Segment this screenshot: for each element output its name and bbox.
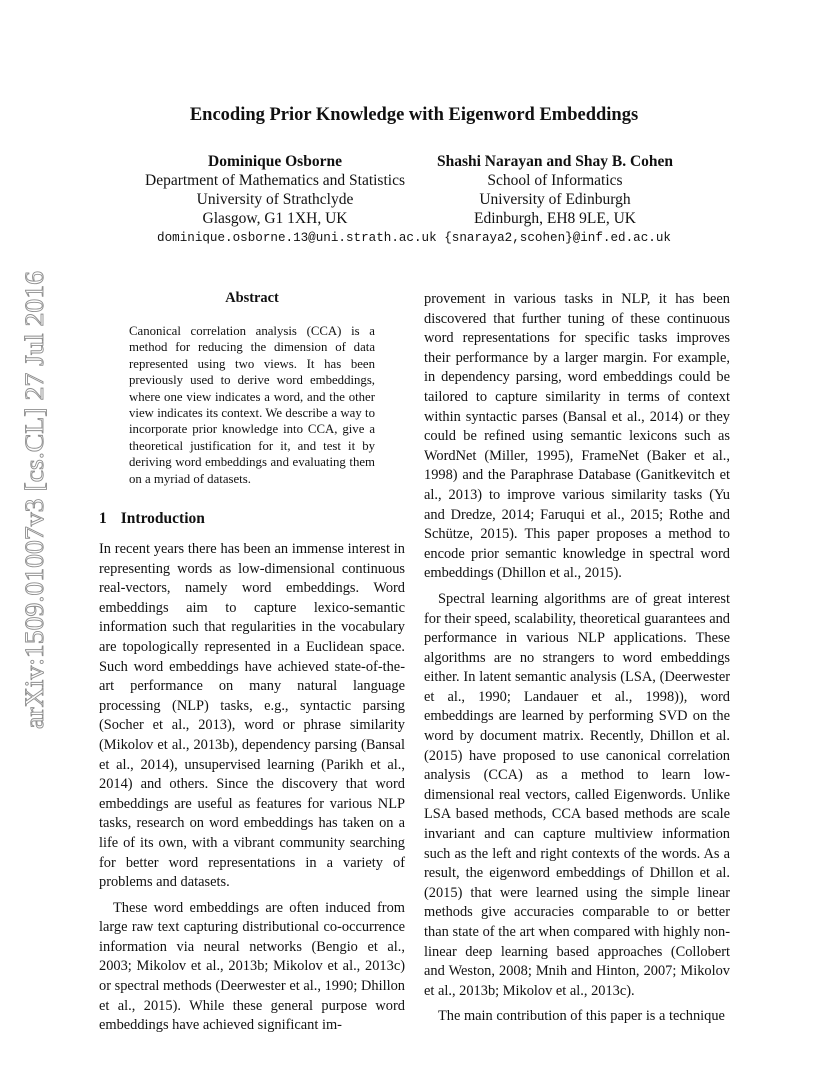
section-heading [99,510,205,528]
paragraph: In recent years there has been an immense interest in representing words as low-dimensional continuous real-vectors, namely word embeddings. Word embeddings aim to capture lexico-semantic information such that regularities in the vocabulary are topologically represented in a Euclidean space. Such word embeddings have achieved state-of-the-art performance on many natural language processing (NLP) tasks, e.g., syntactic parsing (Socher et al., 2013), word or phrase similarity (Mikolov et al., 2013b), dependency parsing (Bansal et al., 2014), unsupervised learning (Parikh et al., 2014) and others. Since the discovery that word embeddings are useful as features for various NLP tasks, research on word embeddings has taken on a life of its own, with a vibrant community searching for better word representations in a variety of problems and datasets. [99,541,405,891]
author-emails: dominique.osborne.13@uni.strath.ac.uk {snaraya2,scohen}@inf.ed.ac.uk [157,231,671,245]
paper-title: Encoding Prior Knowledge with Eigenword Embeddings [189,105,639,125]
arxiv-stamp [18,267,52,732]
affiliation-line: Edinburgh, EH8 9LE, UK [473,210,637,227]
author-name: Dominique Osborne [208,153,342,170]
paragraph: These word embeddings are often induced from large raw text capturing distributional co-occurrence information via neural networks (Bengio et al., 2003; Mikolov et al., 2013b; Mikolov et al., 2013c) or spectral methods (Deerwester et al., 1990; Dhillon et al., 2015). While these general purpose word embeddings have achieved significant im- [99,899,405,1034]
affiliation-line: University of Edinburgh [479,191,631,208]
arxiv-stamp-text: arXiv:1509.01007v3 [cs.CL] 27 Jul 2016 [19,291,49,729]
author-block-2 [420,152,690,228]
section-number: 1 [99,510,107,527]
paragraph: The main contribution of this paper is a technique [438,1008,725,1025]
abstract-text: Canonical correlation analysis (CCA) is a method for reducing the dimension of data represented using two views. It has been previously used to derive word embeddings, where one view indicates a word, and the other view indicates its context. We describe a way to incorporate prior knowledge into CCA, give a theoretical justification for it, and test it by deriving word embeddings and evaluating them on a myriad of datasets. [129,324,375,486]
affiliation-line: School of Informatics [487,172,623,189]
paragraph: provement in various tasks in NLP, it has been discovered that further tuning of these continuous word representations for specific tasks improves their performance by a larger margin. For example, in dependency parsing, word embeddings could be tailored to capture similarity in terms of context within syntactic parses (Bansal et al., 2014) or they could be refined using semantic lexicons such as WordNet (Miller, 1995), FrameNet (Baker et al., 1998) and the Paraphrase Database (Ganitkevitch et al., 2013) to improve various similarity tasks (Yu and Dredze, 2014; Faruqui et al., 2015; Rothe and Schütze, 2015). This paper proposes a method to encode prior semantic knowledge in spectral word embeddings (Dhillon et al., 2015). [424,291,730,582]
section-title: Introduction [120,510,205,527]
affiliation-line: Department of Mathematics and Statistics [145,172,405,189]
right-column [424,290,730,1027]
affiliation-line: Glasgow, G1 1XH, UK [202,210,348,227]
affiliation-line: University of Strathclyde [196,191,354,208]
abstract-heading: Abstract [225,290,279,306]
author-block-1 [120,152,430,228]
paragraph: Spectral learning algorithms are of great interest for their speed, scalability, theoretical guarantees and performance in various NLP applications. These algorithms are no strangers to word embeddings either. In latent semantic analysis (LSA, (Deerwester et al., 1990; Landauer et al., 1998)), word embeddings are learned by performing SVD on the word by document matrix. Recently, Dhillon et al. (2015) have proposed to use canonical correlation analysis (CCA) as a method to learn low-dimensional real vectors, called Eigenwords. Unlike LSA based methods, CCA based methods are scale invariant and can capture multiview information such as the left and right contexts of the words. As a result, the eigenword embeddings of Dhillon et al. (2015) that were learned using the simple linear methods give accuracies comparable to or better than state of the art when compared with highly non-linear deep learning based approaches (Collobert and Weston, 2008; Mnih and Hinton, 2007; Mikolov et al., 2013b; Mikolov et al., 2013c). [424,590,730,999]
author-name: Shashi Narayan and Shay B. Cohen [436,153,674,170]
left-column [99,540,405,1036]
